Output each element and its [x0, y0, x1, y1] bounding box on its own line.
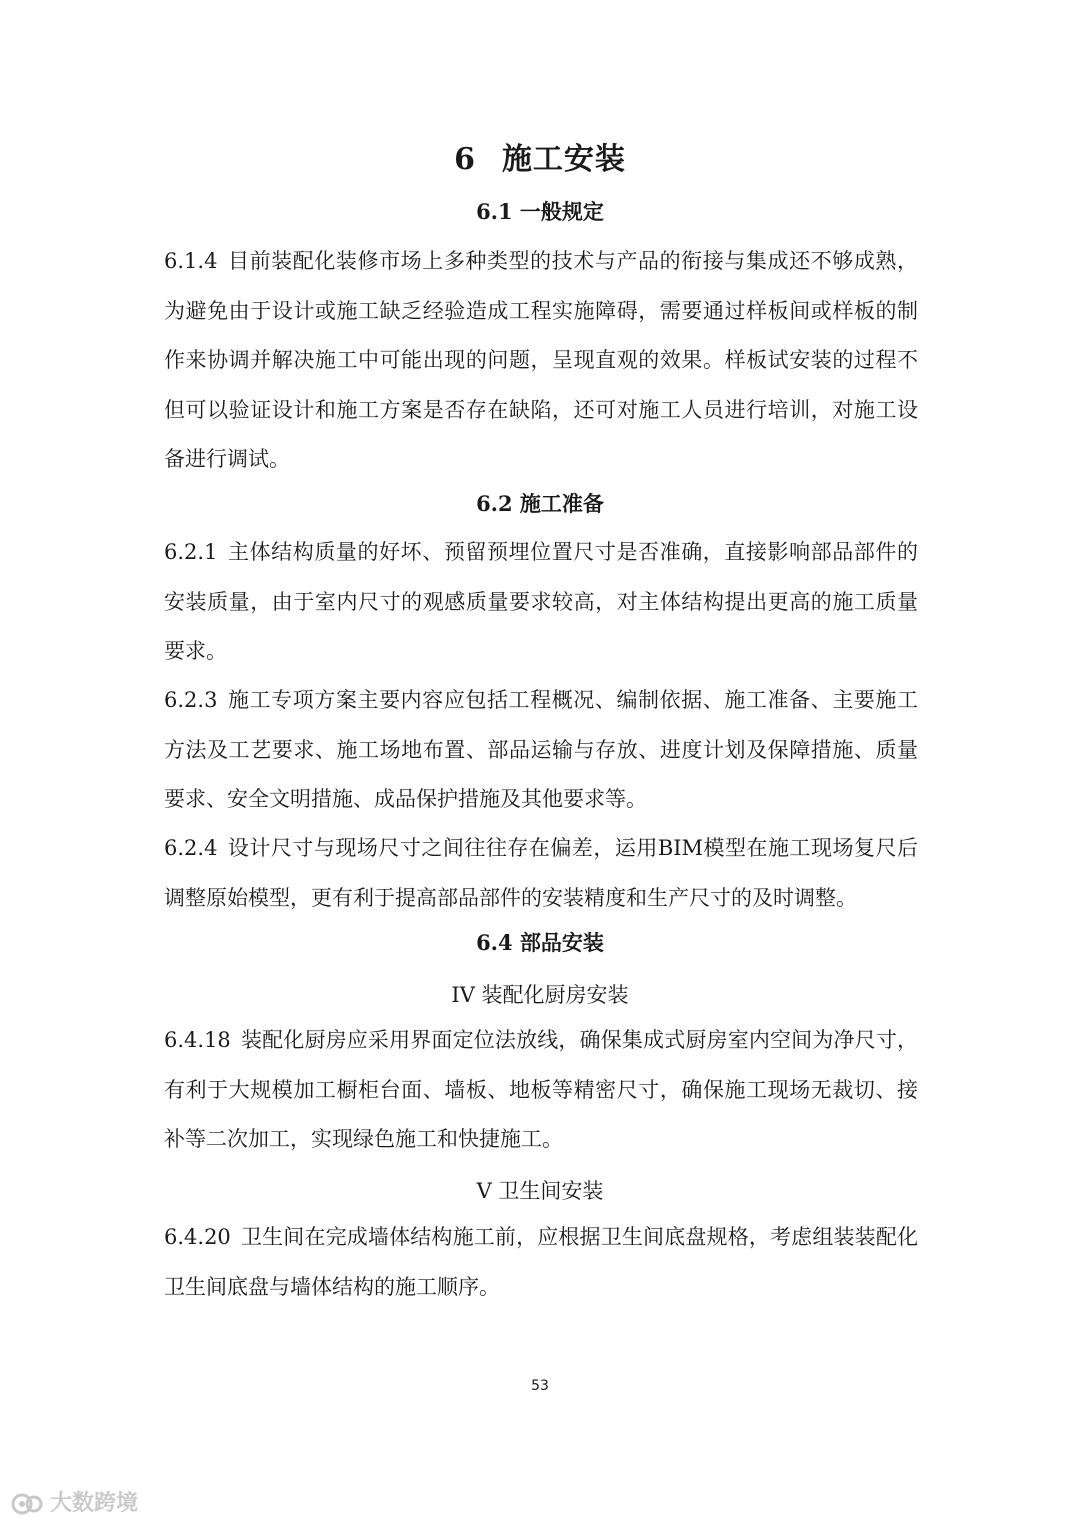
- clause-6-2-4: [164, 824, 918, 923]
- watermark: [10, 1490, 138, 1518]
- subsection-title-v: V 卫生间安装: [476, 1179, 604, 1203]
- clause-6-2-1: [164, 528, 918, 677]
- clause-6-1-4: [164, 237, 918, 485]
- clause-number: 6.1.4: [164, 249, 218, 273]
- section-title-6-2: 6.2 施工准备: [476, 491, 604, 516]
- clause-number: 6.2.4: [164, 836, 218, 860]
- clause-text: 施工专项方案主要内容应包括工程概况、编制依据、施工准备、主要施工方法及工艺要求、施工场地布置、部品运输与存放、进度计划及保障措施、质量要求、安全文明措施、成品保护措施及其他要求等。: [164, 688, 918, 811]
- watermark-text: 大数跨境: [50, 1491, 139, 1516]
- chapter-title: [0, 138, 1080, 182]
- section-title-6-1: 6.1 一般规定: [476, 199, 604, 224]
- camera-lens-logo-icon: [10, 1491, 44, 1517]
- clause-6-4-18: [164, 1016, 918, 1165]
- page-number: 53: [531, 1378, 549, 1394]
- clause-text: 卫生间在完成墙体结构施工前，应根据卫生间底盘规格，考虑组装装配化卫生间底盘与墙体结构的施工顺序。: [164, 1225, 918, 1299]
- clause-number: 6.4.20: [164, 1225, 231, 1249]
- clause-text: 主体结构质量的好坏、预留预埋位置尺寸是否准确，直接影响部品部件的安装质量，由于室内尺寸的观感质量要求较高，对主体结构提出更高的施工质量要求。: [164, 540, 918, 663]
- clause-number: 6.2.3: [164, 688, 218, 712]
- clause-number: 6.2.1: [164, 540, 218, 564]
- clause-text: 装配化厨房应采用界面定位法放线，确保集成式厨房室内空间为净尺寸，有利于大规模加工橱柜台面、墙板、地板等精密尺寸，确保施工现场无裁切、接补等二次加工，实现绿色施工和快捷施工。: [164, 1028, 918, 1151]
- clause-text: 目前装配化装修市场上多种类型的技术与产品的衔接与集成还不够成熟，为避免由于设计或施工缺乏经验造成工程实施障碍，需要通过样板间或样板的制作来协调并解决施工中可能出现的问题，呈现直观的效果。样板试安装的过程不但可以验证设计和施工方案是否存在缺陷，还可对施工人员进行培训，对施工设备进行调试。: [164, 249, 918, 471]
- chapter-number: 6: [454, 142, 476, 177]
- subsection-title-iv: IV 装配化厨房安装: [451, 983, 629, 1007]
- clause-number: 6.4.18: [164, 1028, 231, 1052]
- clause-6-4-20: [164, 1213, 918, 1312]
- clause-text: 设计尺寸与现场尺寸之间往往存在偏差，运用BIM模型在施工现场复尺后调整原始模型，更有利于提高部品部件的安装精度和生产尺寸的及时调整。: [164, 836, 918, 910]
- chapter-title-text: 施工安装: [501, 142, 626, 177]
- clause-6-2-3: [164, 676, 918, 825]
- section-title-6-4: 6.4 部品安装: [476, 930, 604, 955]
